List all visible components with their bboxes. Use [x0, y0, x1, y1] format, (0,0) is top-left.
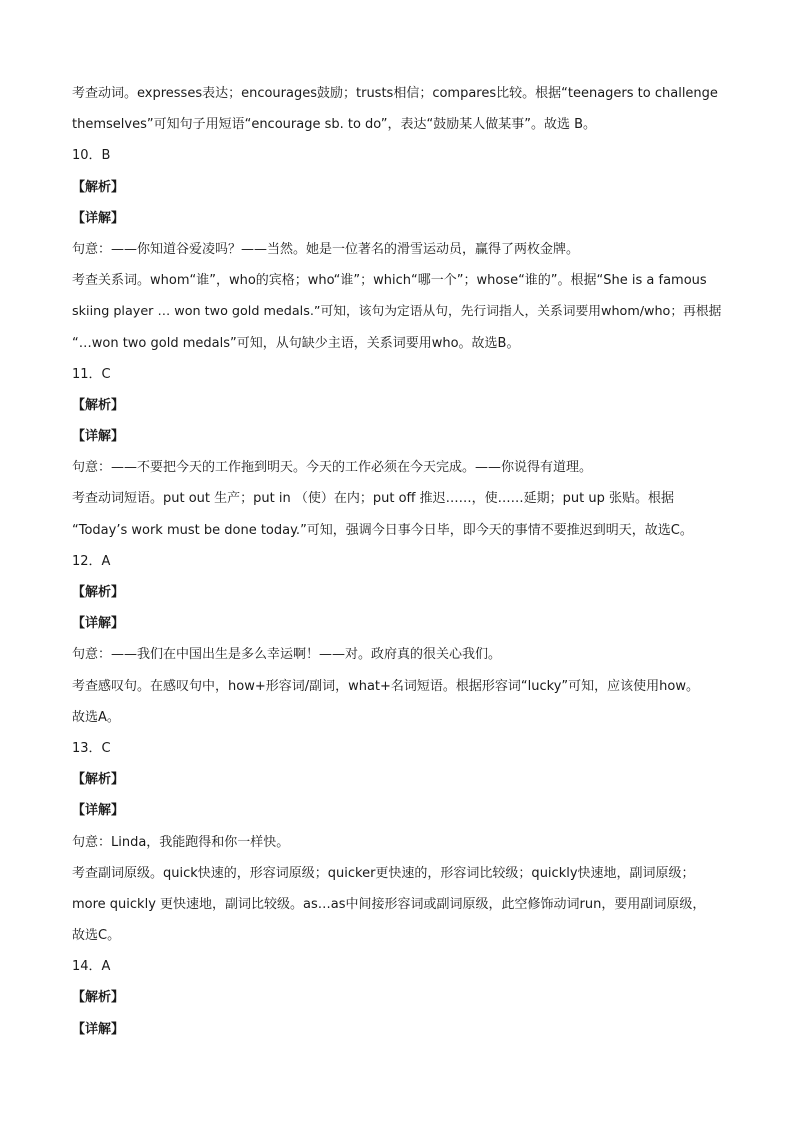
text-line: skiing player … won two gold medals.”可知，该句为定语从句，先行词指人，关系词要用whom/who；再根据 [72, 304, 722, 320]
section-heading: 【详解】 [72, 429, 125, 445]
section-heading: 【解析】 [72, 772, 125, 788]
section-heading: 【解析】 [72, 585, 125, 600]
section-heading: 【解析】 [72, 990, 125, 1006]
text-line: 14．A [72, 959, 111, 975]
section-heading: 【解析】 [72, 179, 125, 195]
section-heading: 【解析】 [72, 397, 125, 413]
text-line: 故选C。 [72, 928, 121, 944]
text-line: 句意：——不要把今天的工作拖到明天。今天的工作必须在今天完成。——你说得有道理。 [72, 460, 593, 476]
text-line: 考查副词原级。quick快速的，形容词原级；quicker更快速的，形容词比较级；quickly快速地，副词原级； [72, 865, 695, 881]
text-line: 句意：——我们在中国出生是多么幸运啊！——对。政府真的很关心我们。 [72, 647, 502, 663]
text-line: 12．A [72, 553, 111, 569]
text-line: 考查动词短语。put out 生产；put in （使）在内；put off 推迟……，使……延期；put up 张贴。根据 [72, 491, 674, 507]
text-line: 句意：Linda，我能跑得和你一样快。 [72, 834, 290, 850]
section-heading: 【详解】 [72, 616, 125, 632]
text-line: 11．C [72, 366, 111, 382]
text-line: 10．B [72, 148, 111, 164]
section-heading: 【详解】 [72, 210, 125, 226]
text-line: 13．C [72, 740, 111, 756]
text-line: 故选A。 [72, 709, 120, 725]
section-heading: 【详解】 [72, 1021, 125, 1037]
text-line: more quickly 更快速地，副词比较级。as…as中间接形容词或副词原级，此空修饰动词run，要用副词原级， [72, 896, 706, 912]
text-line: “Today’s work must be done today.”可知，强调今日事今日毕，即今天的事情不要推迟到明天，故选C。 [72, 522, 693, 538]
section-heading: 【详解】 [72, 803, 125, 819]
text-line: “…won two gold medals”可知，从句缺少主语，关系词要用who。故选B。 [72, 335, 520, 351]
text-line: 考查关系词。whom“谁”，who的宾格；who“谁”；which“哪一个”；whose“谁的”。根据“She is a famous [72, 273, 707, 289]
text-line: 考查感叹句。在感叹句中，how+形容词/副词，what+名词短语。根据形容词“lucky”可知，应该使用how。 [72, 678, 699, 694]
text-line: 考查动词。expresses表达；encourages鼓励；trusts相信；compares比较。根据“teenagers to challenge [72, 86, 718, 101]
text-line: 句意：——你知道谷爱凌吗？——当然。她是一位著名的滑雪运动员，赢得了两枚金牌。 [72, 241, 580, 257]
text-line: themselves”可知句子用短语“encourage sb. to do”，表达“鼓励某人做某事”。故选 B。 [72, 117, 597, 133]
